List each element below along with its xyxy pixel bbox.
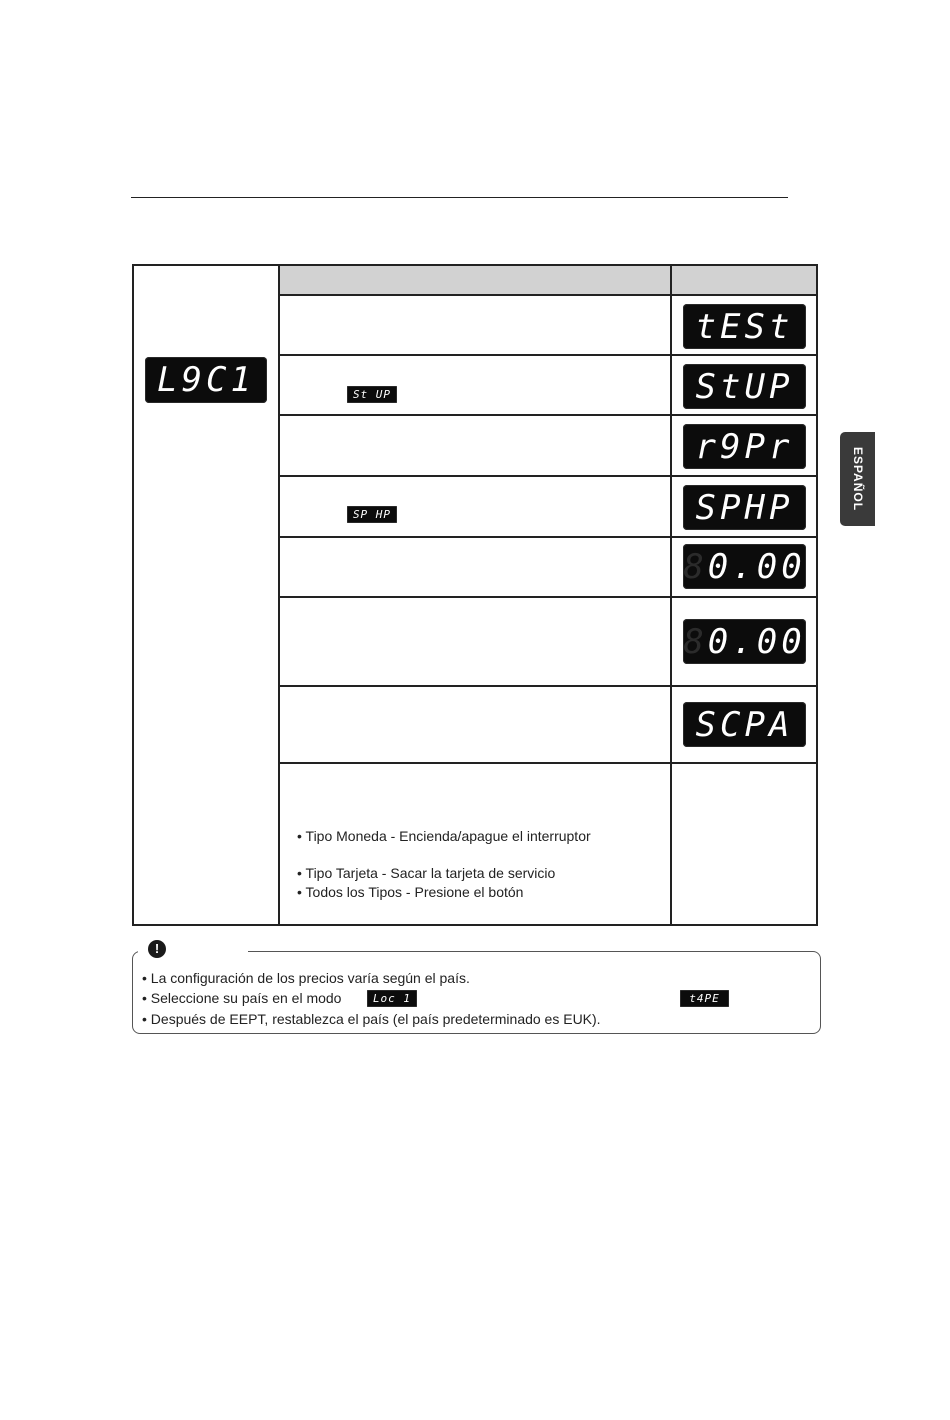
row-6-display-ghost: 8 [683,621,708,662]
row-line [279,762,817,764]
table-divider-1 [278,264,280,926]
table-border-right [816,264,818,926]
note-line-3: • Después de EEPT, restablezca el país (el país predeterminado es EUK). [142,1011,601,1027]
table-border-top [132,264,818,266]
inline-code-sphp [347,506,397,523]
row-line [279,354,817,356]
inline-code-loc1 [367,990,417,1007]
row-2-display [683,364,806,409]
mode-display [145,357,267,403]
row-5-display [683,544,806,589]
row-5-display-text: 0.00 [707,546,806,587]
table-header [279,266,817,295]
note-line-1: • La configuración de los precios varía según el país. [142,970,470,986]
row-line [279,414,817,416]
row-1-display-text: tESt [695,306,794,347]
language-tab-label: ESPAÑOL [850,446,865,512]
row-2-display-text: StUP [695,366,794,407]
table-divider-2 [670,264,672,926]
inline-code-type-text: t4PE [689,992,720,1005]
row-3-display-text: r9Pr [695,426,794,467]
inline-code-stup [347,386,397,403]
row-line [279,596,817,598]
exclamation-icon: ! [148,940,166,958]
row-6-display-text: 0.00 [707,621,806,662]
inline-code-sphp-text: SP HP [352,508,392,521]
mode-display-text: L9C1 [157,360,255,400]
row-4-display-text: SPHP [695,487,794,528]
row-6-display [683,619,806,664]
row-line [279,536,817,538]
row-line [279,475,817,477]
table-border-left [132,264,134,926]
row-line [279,685,817,687]
note-line-2: • Seleccione su país en el modo [142,990,342,1006]
table-border-bottom [132,924,818,926]
top-rule [131,197,788,198]
bullet-item: • Todos los Tipos - Presione el botón [297,884,524,900]
row-1-display [683,304,806,349]
bullet-item: • Tipo Moneda - Encienda/apague el interruptor [297,828,591,844]
note-icon-wrap [138,938,248,962]
bullet-item: • Tipo Tarjeta - Sacar la tarjeta de servicio [297,865,556,881]
row-7-display [683,702,806,747]
row-line [279,294,817,296]
row-3-display [683,424,806,469]
row-7-display-text: SCPA [695,704,794,745]
row-5-display-ghost: 8 [683,546,708,587]
language-tab [840,432,875,526]
inline-code-loc1-text: Loc 1 [372,992,412,1005]
inline-code-type [680,990,729,1007]
row-4-display [683,485,806,530]
inline-code-stup-text: St UP [352,388,392,401]
